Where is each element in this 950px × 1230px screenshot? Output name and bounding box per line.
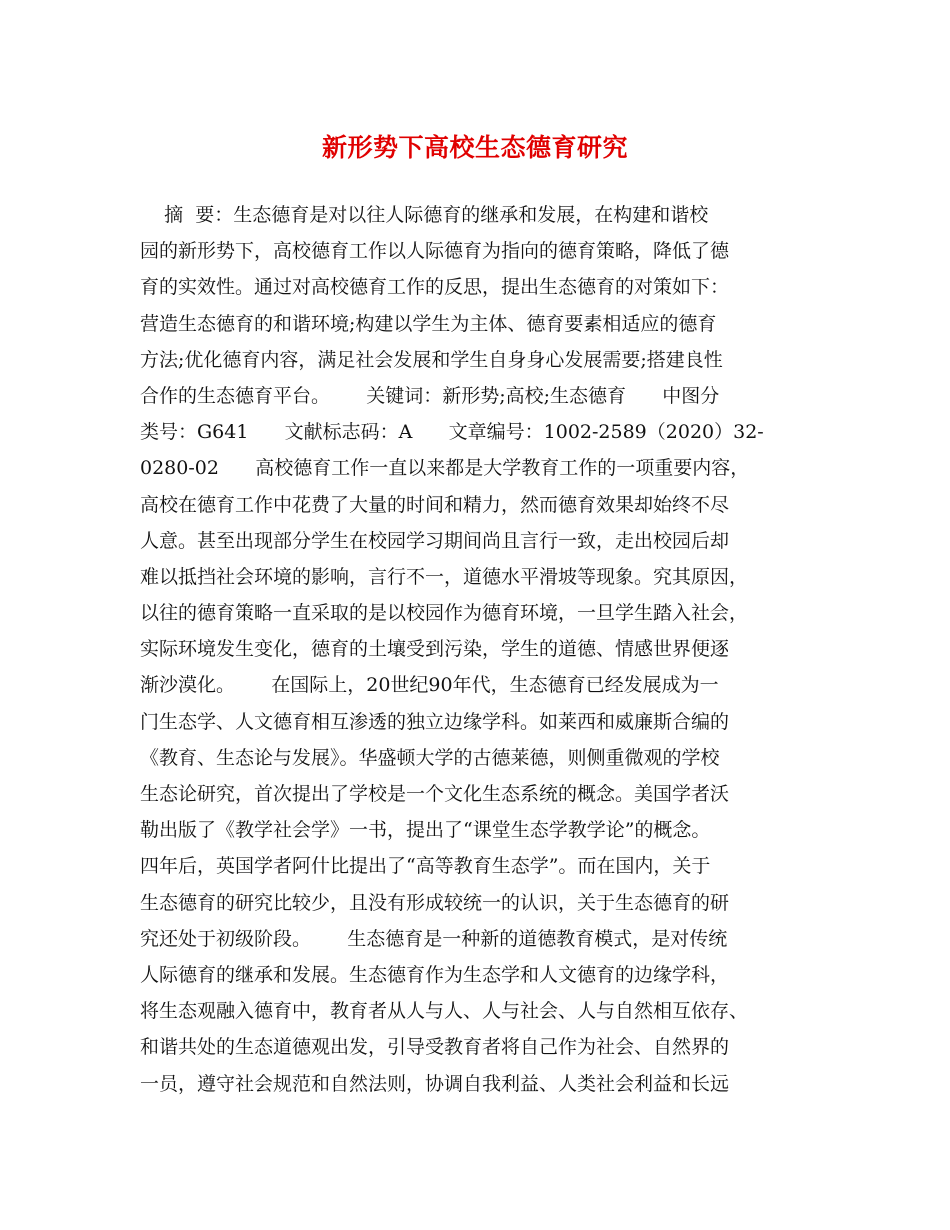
body-line: 《教育、生态论与发展》。华盛顿大学的古德莱德，则侧重微观的学校 (140, 746, 720, 769)
body-line: 人意。甚至出现部分学生在校园学习期间尚且言行一致，走出校园后却 (140, 529, 730, 552)
body-line: 0280-02 高校德育工作一直以来都是大学教育工作的一项重要内容， (140, 457, 750, 480)
body-line: 究还处于初级阶段。 生态德育是一种新的道德教育模式，是对传统 (140, 927, 728, 950)
body-line: 难以抵挡社会环境的影响，言行不一，道德水平滑坡等现象。究其原因， (140, 565, 749, 588)
body-line: 以往的德育策略一直采取的是以校园作为德育环境，一旦学生踏入社会， (140, 602, 749, 625)
document-body (140, 197, 830, 1102)
body-line: 园的新形势下，高校德育工作以人际德育为指向的德育策略，降低了德 (140, 240, 730, 263)
body-line: 四年后，英国学者阿什比提出了“高等教育生态学”。而在国内，关于 (140, 855, 711, 878)
body-line: 和谐共处的生态道德观出发，引导受教育者将自己作为社会、自然界的 (140, 1036, 730, 1059)
body-line: 类号：G641 文献标志码：A 文章编号：1002-2589（2020）32- (140, 421, 764, 444)
body-line: 方法;优化德育内容，满足社会发展和学生自身身心发展需要;搭建良性 (140, 348, 723, 371)
body-line: 生态论研究，首次提出了学校是一个文化生态系统的概念。美国学者沃 (140, 783, 730, 805)
body-line: 摘 要：生态德育是对以往人际德育的继承和发展，在构建和谐校 (140, 204, 709, 226)
body-line: 营造生态德育的和谐环境;构建以学生为主体、德育要素相适应的德育 (140, 312, 717, 335)
body-line: 勒出版了《教学社会学》一书，提出了“课堂生态学教学论”的概念。 (140, 819, 711, 842)
body-line: 合作的生态德育平台。 关键词：新形势;高校;生态德育 中图分 (140, 384, 720, 407)
body-line: 将生态观融入德育中，教育者从人与人、人与社会、人与自然相互依存、 (140, 1000, 749, 1023)
body-line: 人际德育的继承和发展。生态德育作为生态学和人文德育的边缘学科， (140, 963, 730, 986)
body-line: 实际环境发生变化，德育的土壤受到污染，学生的道德、情感世界便逐 (140, 638, 730, 661)
body-line: 一员，遵守社会规范和自然法则，协调自我利益、人类社会利益和长远 (140, 1072, 730, 1095)
body-line: 渐沙漠化。 在国际上，20世纪90年代，生态德育已经发展成为一 (140, 674, 719, 697)
body-line: 高校在德育工作中花费了大量的时间和精力，然而德育效果却始终不尽 (140, 493, 730, 516)
body-line: 育的实效性。通过对高校德育工作的反思，提出生态德育的对策如下： (140, 276, 730, 299)
document-title: 新形势下高校生态德育研究 (321, 133, 628, 162)
body-line: 生态德育的研究比较少，且没有形成较统一的认识，关于生态德育的研 (140, 891, 730, 914)
body-line: 门生态学、人文德育相互渗透的独立边缘学科。如莱西和威廉斯合编的 (140, 710, 730, 733)
